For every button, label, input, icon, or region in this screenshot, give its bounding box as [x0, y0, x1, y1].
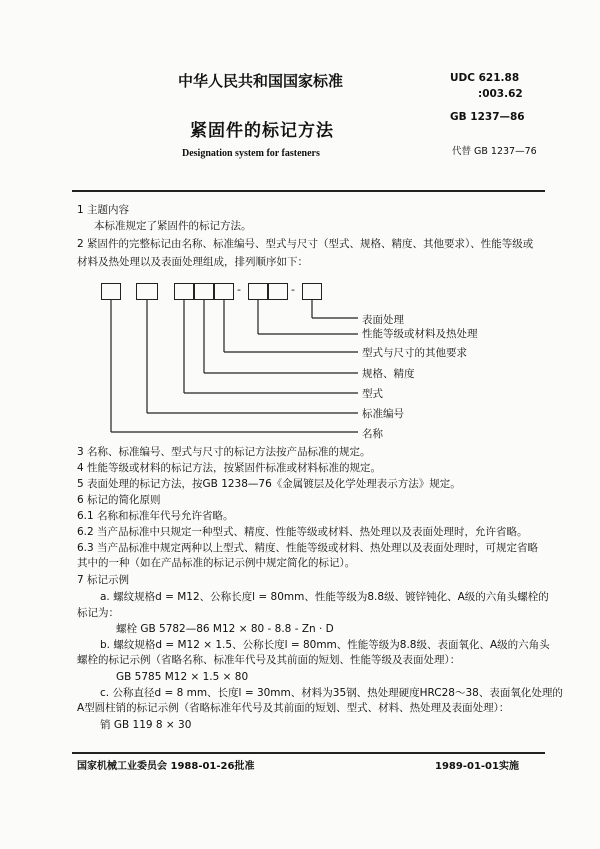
- section-1-title: 1 主题内容: [77, 204, 130, 216]
- clause-4: 4 性能等级或材料的标记方法，按紧固件标准或材料标准的规定。: [77, 462, 382, 474]
- section-2-line-1: 2 紧固件的完整标记由名称、标准编号、型式与尺寸（型式、规格、精度、其他要求）、性能等级或: [77, 238, 534, 250]
- label-name: 名称: [362, 428, 383, 440]
- clause-6-2: 6.2 当产品标准中只规定一种型式、精度、性能等级或材料、热处理以及表面处理时，允许省略。: [77, 526, 528, 538]
- approval-note: 国家机械工业委员会 1988-01-26批准: [77, 761, 255, 772]
- label-standard-number: 标准编号: [362, 408, 404, 420]
- clause-5: 5 表面处理的标记方法，按GB 1238—76《金属镀层及化学处理表示方法》规定。: [77, 478, 461, 490]
- udc-code-continued: :003.62: [478, 88, 523, 100]
- example-c-designation: 销 GB 119 8 × 30: [100, 719, 192, 731]
- example-b-line-1: b. 螺纹规格d = M12 × 1.5、公称长度l = 80mm、性能等级为8.8级、表面氧化、A级的六角头: [100, 639, 550, 651]
- clause-7: 7 标记示例: [77, 574, 130, 586]
- udc-code: UDC 621.88: [450, 72, 520, 84]
- example-c-line-2: A型圆柱销的标记示例（省略标准年代号及其前面的短划、型式、材料、热处理及表面处理）：: [77, 702, 510, 714]
- section-1-body: 本标准规定了紧固件的标记方法。: [94, 220, 252, 232]
- example-c-line-1: c. 公称直径d = 8 mm、长度l = 30mm、材料为35钢、热处理硬度HRC28～38、表面氧化处理的: [100, 687, 563, 699]
- issuing-body: 中华人民共和国国家标准: [178, 72, 344, 90]
- example-a-designation: 螺栓 GB 5782—86 M12 × 80 - 8.8 - Zn · D: [116, 623, 334, 635]
- label-type: 型式: [362, 388, 383, 400]
- clause-3: 3 名称、标准编号、型式与尺寸的标记方法按产品标准的规定。: [77, 446, 371, 458]
- label-other-requirements: 型式与尺寸的其他要求: [362, 347, 467, 359]
- example-a-line-1: a. 螺纹规格d = M12、公称长度l = 80mm、性能等级为8.8级、镀锌钝化、A级的六角头螺栓的: [100, 591, 549, 603]
- section-2-line-2: 材料及热处理以及表面处理组成，排列顺序如下：: [77, 256, 308, 268]
- effective-date: 1989-01-01实施: [435, 761, 519, 772]
- example-b-line-2: 螺栓的标记示例（省略名称、标准年代号及其前面的短划、性能等级及表面处理）：: [77, 654, 461, 666]
- label-surface-treatment: 表面处理: [362, 314, 404, 326]
- clause-6-1: 6.1 名称和标准年代号允许省略。: [77, 510, 234, 522]
- clause-6-3-line-2: 其中的一种（如在产品标准的标记示例中规定简化的标记）。: [77, 557, 356, 569]
- example-b-designation: GB 5785 M12 × 1.5 × 80: [116, 671, 249, 683]
- clause-6: 6 标记的简化原则: [77, 494, 161, 506]
- separator-dash: -: [237, 283, 241, 296]
- standard-title: 紧固件的标记方法: [190, 121, 334, 141]
- label-grade-material: 性能等级或材料及热处理: [362, 328, 478, 340]
- label-spec-accuracy: 规格、精度: [362, 368, 415, 380]
- example-a-line-2: 标记为：: [77, 607, 119, 619]
- english-title: Designation system for fasteners: [182, 148, 320, 159]
- footer-rule: [72, 752, 545, 754]
- replaces-note: 代替 GB 1237—76: [452, 146, 537, 157]
- clause-6-3-line-1: 6.3 当产品标准中规定两种以上型式、精度、性能等级或材料、热处理以及表面处理时，可规定省略: [77, 542, 539, 554]
- gb-number: GB 1237—86: [450, 111, 525, 123]
- separator-dash: -: [291, 283, 295, 296]
